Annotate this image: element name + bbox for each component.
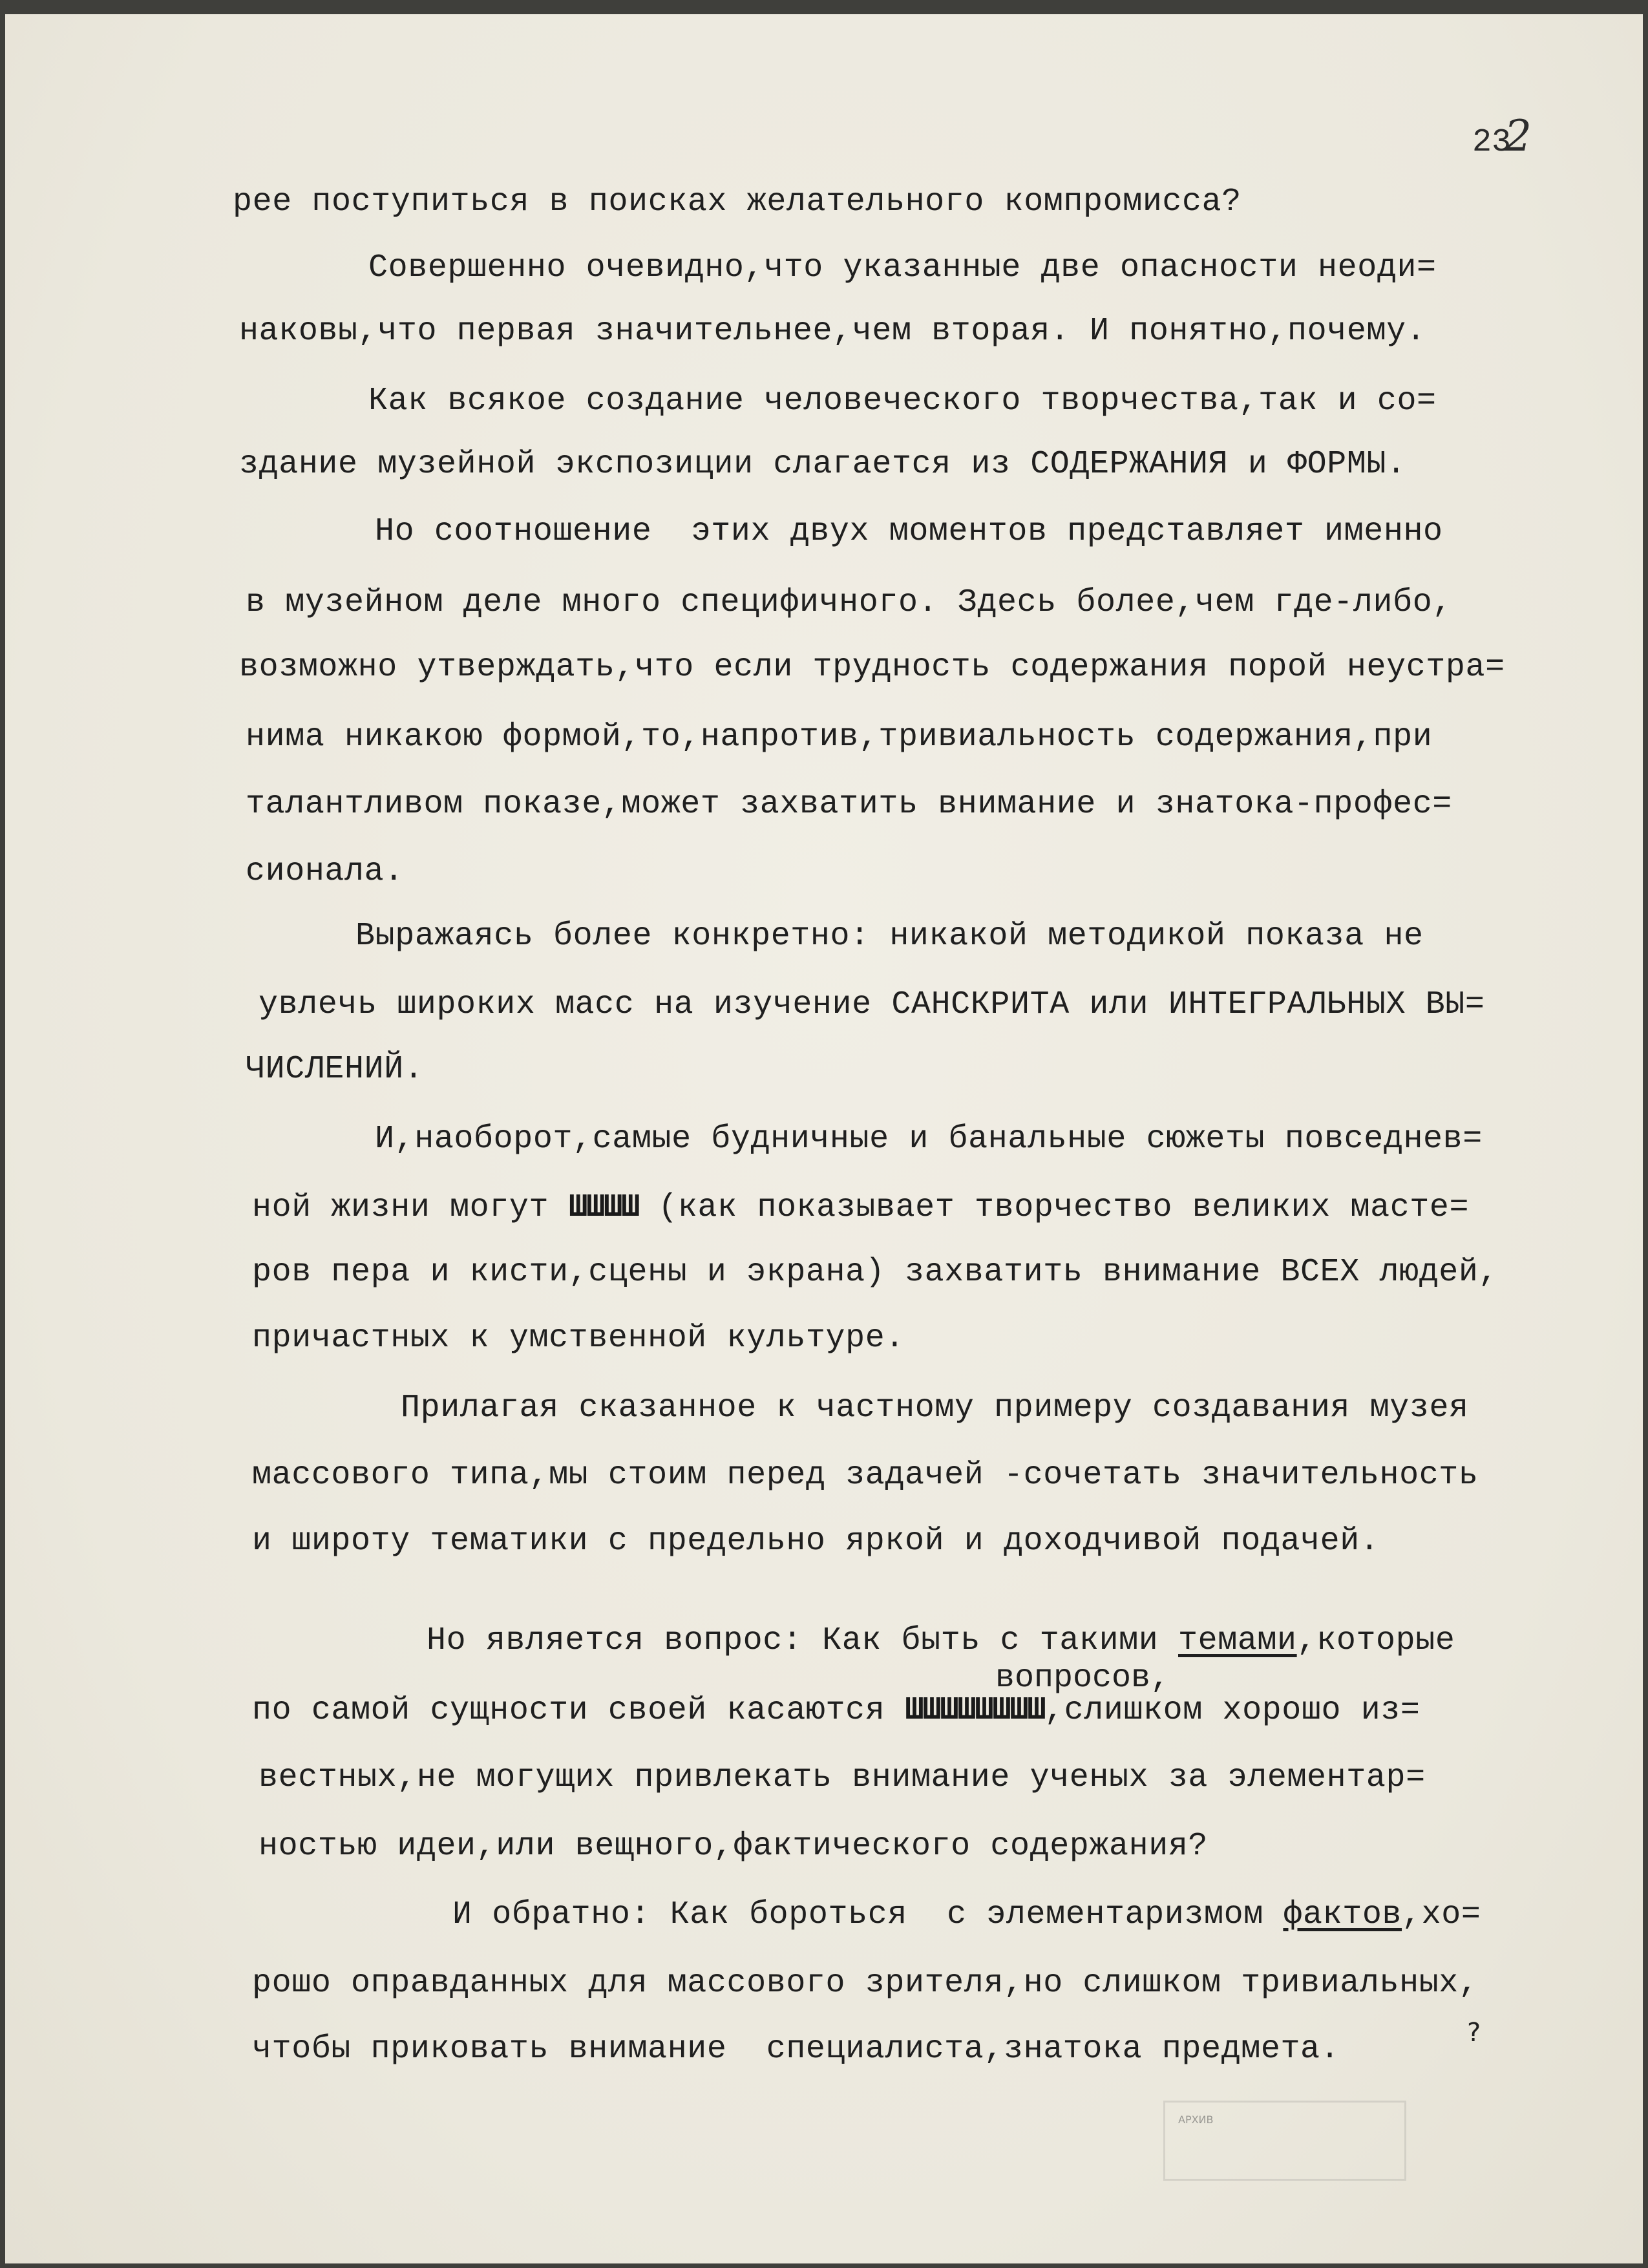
stamp-text: АРХИВ: [1178, 2114, 1214, 2126]
underlined-word: темами: [1178, 1622, 1297, 1659]
text-line: нима никакою формой,то,напротив,тривиальность содержания,при: [246, 719, 1433, 756]
text-line: [252, 1189, 1469, 1226]
underlined-word: фактов: [1283, 1896, 1402, 1933]
text-line: ностью идеи,или вещного,фактического содержания?: [259, 1828, 1209, 1865]
text-line: Выражаясь более конкретно: никакой методикой показа не: [355, 918, 1424, 955]
text-line: ЧИСЛЕНИЙ.: [246, 1051, 424, 1088]
text-segment: Но является вопрос: Как быть с такими: [427, 1622, 1178, 1659]
text-line: сионала.: [246, 853, 404, 890]
text-line: Но соотношение этих двух моментов представляет именно: [375, 513, 1443, 550]
text-line: увлечь широких масс на изучение САНСКРИТА или ИНТЕГРАЛЬНЫХ ВЫ=: [259, 986, 1485, 1023]
text-line: [452, 1896, 1481, 1933]
text-line: талантливом показе,может захватить внимание и знатока-профес=: [246, 786, 1452, 823]
text-line: наковы,что первая значительнее,чем вторая. И понятно,почему.: [239, 313, 1426, 350]
handwritten-question-mark: ?: [1467, 2018, 1481, 2048]
struck-out-word: ШШШШ: [568, 1189, 639, 1226]
text-segment: ной жизни могут: [252, 1189, 569, 1226]
page-number: [1472, 111, 1532, 161]
archive-stamp: [1163, 2101, 1406, 2181]
struck-out-word: ШШШШШШШШ: [904, 1692, 1045, 1729]
text-segment: (как показывает творчество великих масте=: [638, 1189, 1470, 1226]
typewritten-page: [5, 14, 1643, 2263]
text-line: Совершенно очевидно,что указанные две опасности неоди=: [368, 249, 1437, 286]
text-line: рошо оправданных для массового зрителя,но слишком тривиальных,: [252, 1965, 1479, 2002]
text-line: [252, 1692, 1421, 1729]
text-segment: ,которые: [1296, 1622, 1455, 1659]
text-line: причастных к умственной культуре.: [252, 1320, 905, 1357]
text-line: в музейном деле много специфичного. Здесь более,чем где-либо,: [246, 584, 1452, 621]
text-line: чтобы приковать внимание специалиста,знатока предмета.: [252, 2031, 1340, 2068]
text-line: возможно утверждать,что если трудность содержания порой неустра=: [239, 649, 1505, 686]
text-line: Как всякое создание человеческого творчества,так и со=: [368, 383, 1437, 419]
text-line: рее поступиться в поисках желательного компромисса?: [233, 184, 1241, 220]
text-line: массового типа,мы стоим перед задачей -сочетать значительность: [252, 1457, 1479, 1494]
typed-insertion: вопросов,: [995, 1660, 1170, 1697]
text-line: Прилагая сказанное к частному примеру создавания музея: [401, 1390, 1469, 1426]
text-line: вестных,не могущих привлекать внимание ученых за элементар=: [259, 1759, 1426, 1796]
text-segment: И обратно: Как бороться с элементаризмом: [452, 1896, 1284, 1933]
text-segment: по самой сущности своей касаются: [252, 1692, 905, 1729]
text-line: И,наоборот,самые будничные и банальные сюжеты повседнев=: [375, 1121, 1483, 1158]
page-number-typed: 23: [1472, 124, 1512, 161]
text-line: [427, 1622, 1455, 1659]
page-number-handwritten: 2: [1505, 111, 1532, 161]
text-line: здание музейной экспозиции слагается из СОДЕРЖАНИЯ и ФОРМЫ.: [239, 446, 1406, 483]
text-line: ров пера и кисти,сцены и экрана) захватить внимание ВСЕХ людей,: [252, 1254, 1499, 1291]
text-segment: ,слишком хорошо из=: [1044, 1692, 1421, 1729]
text-line: и широту тематики с предельно яркой и доходчивой подачей.: [252, 1523, 1380, 1560]
text-segment: ,хо=: [1402, 1896, 1481, 1933]
